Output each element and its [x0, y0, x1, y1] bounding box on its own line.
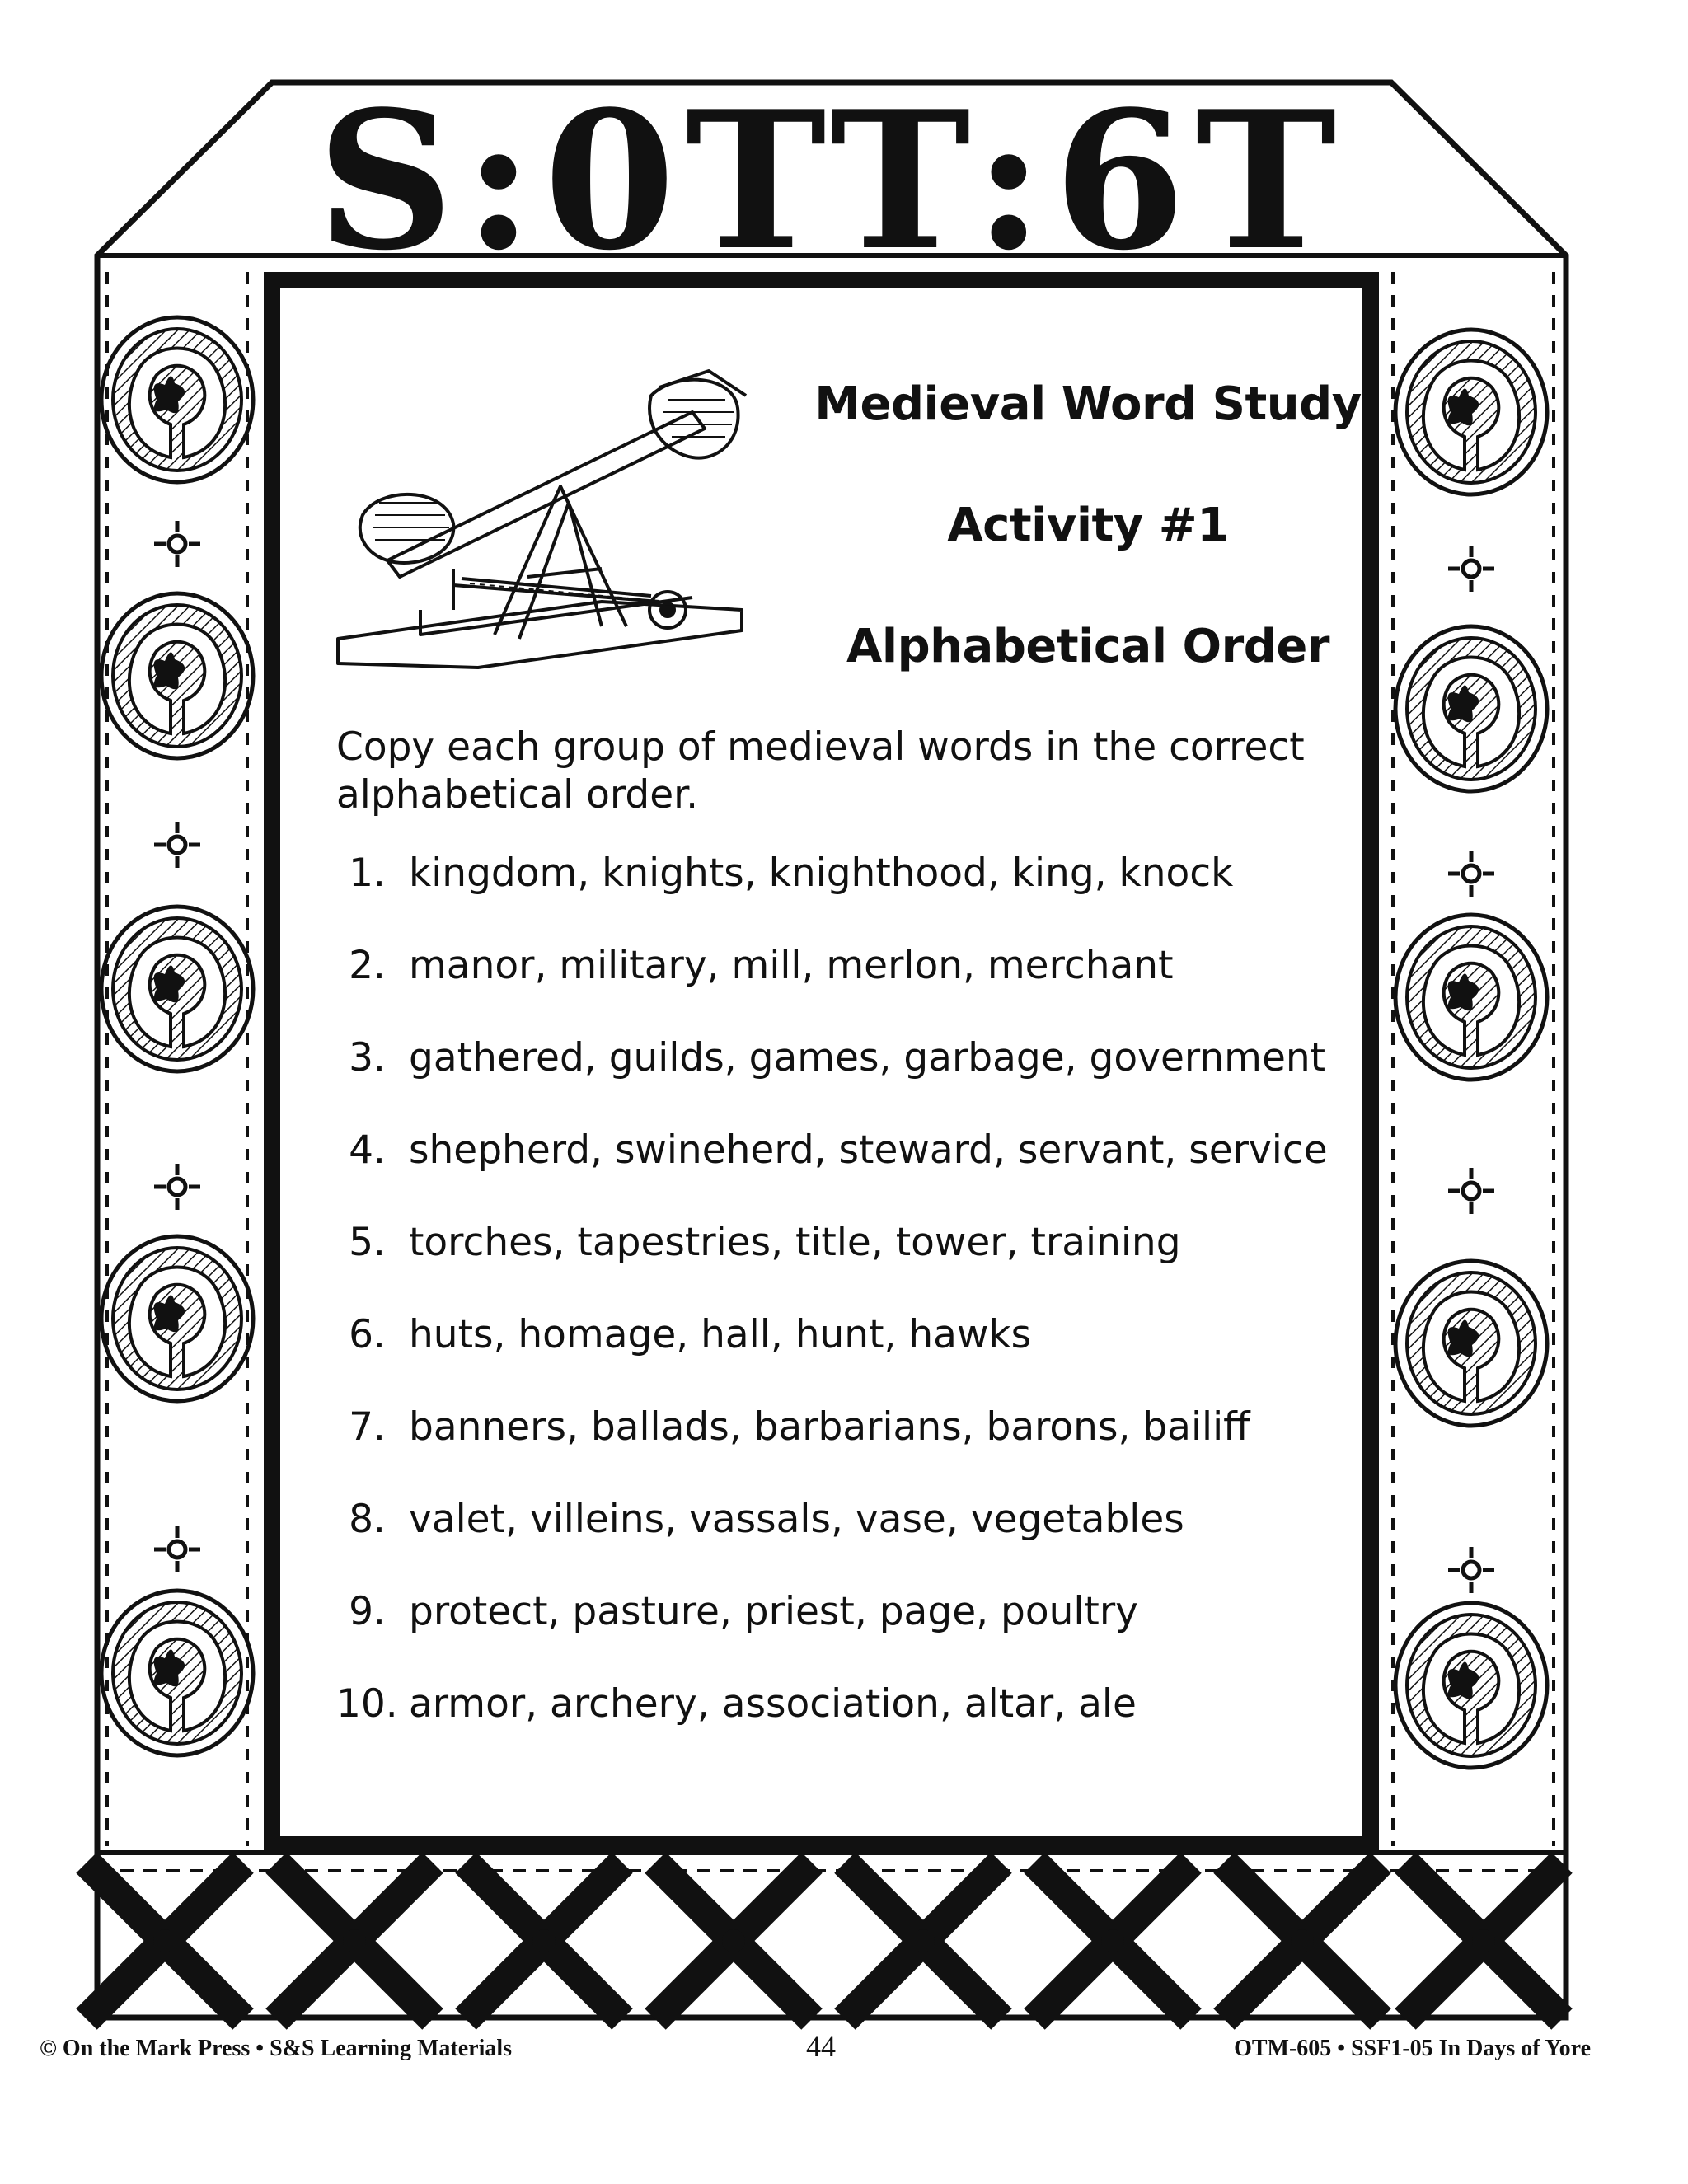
content-panel [272, 280, 1371, 1844]
page-title: Medieval Word Study [814, 377, 1362, 431]
page-number: 44 [806, 2030, 836, 2063]
list-item [336, 1218, 1358, 1310]
item-words: valet, villeins, vassals, vase, vegetables [409, 1497, 1184, 1542]
list-item [336, 941, 1358, 1033]
item-words: manor, military, mill, merlon, merchant [409, 943, 1174, 988]
item-words: protect, pasture, priest, page, poultry [409, 1589, 1138, 1634]
word-group-list [336, 849, 1358, 1772]
catapult-illustration [330, 363, 750, 692]
list-item [336, 1403, 1358, 1495]
list-item [336, 1126, 1358, 1218]
item-words: huts, homage, hall, hunt, hawks [409, 1312, 1032, 1357]
item-number: 2. [349, 943, 386, 988]
list-item [336, 1310, 1358, 1403]
item-words: gathered, guilds, games, garbage, government [409, 1035, 1326, 1080]
item-number: 5. [349, 1220, 386, 1265]
footer-product-code: OTM-605 • SSF1-05 In Days of Yore [1234, 2036, 1591, 2061]
item-words: kingdom, knights, knighthood, king, knock [409, 851, 1234, 896]
decorative-header-letters: S:0TT:6T [316, 70, 1347, 293]
item-number: 10. [336, 1681, 398, 1727]
item-number: 8. [349, 1497, 386, 1542]
item-number: 3. [349, 1035, 386, 1080]
list-item [336, 849, 1358, 941]
item-number: 7. [349, 1404, 386, 1450]
item-number: 1. [349, 851, 386, 896]
list-item [336, 1680, 1358, 1772]
list-item [336, 1587, 1358, 1680]
activity-subtitle: Alphabetical Order [846, 620, 1329, 673]
list-item [336, 1495, 1358, 1587]
item-words: shepherd, swineherd, steward, servant, service [409, 1127, 1328, 1173]
instructions-text: Copy each group of medieval words in the correct alphabetical order. [336, 724, 1305, 818]
item-words: banners, ballads, barbarians, barons, bailiff [409, 1404, 1250, 1450]
item-number: 6. [349, 1312, 386, 1357]
item-words: armor, archery, association, altar, ale [409, 1681, 1137, 1727]
activity-number: Activity #1 [947, 499, 1229, 552]
item-number: 9. [349, 1589, 386, 1634]
list-item [336, 1033, 1358, 1126]
item-words: torches, tapestries, title, tower, training [409, 1220, 1181, 1265]
item-number: 4. [349, 1127, 386, 1173]
footer-publisher: © On the Mark Press • S&S Learning Materials [40, 2036, 513, 2061]
